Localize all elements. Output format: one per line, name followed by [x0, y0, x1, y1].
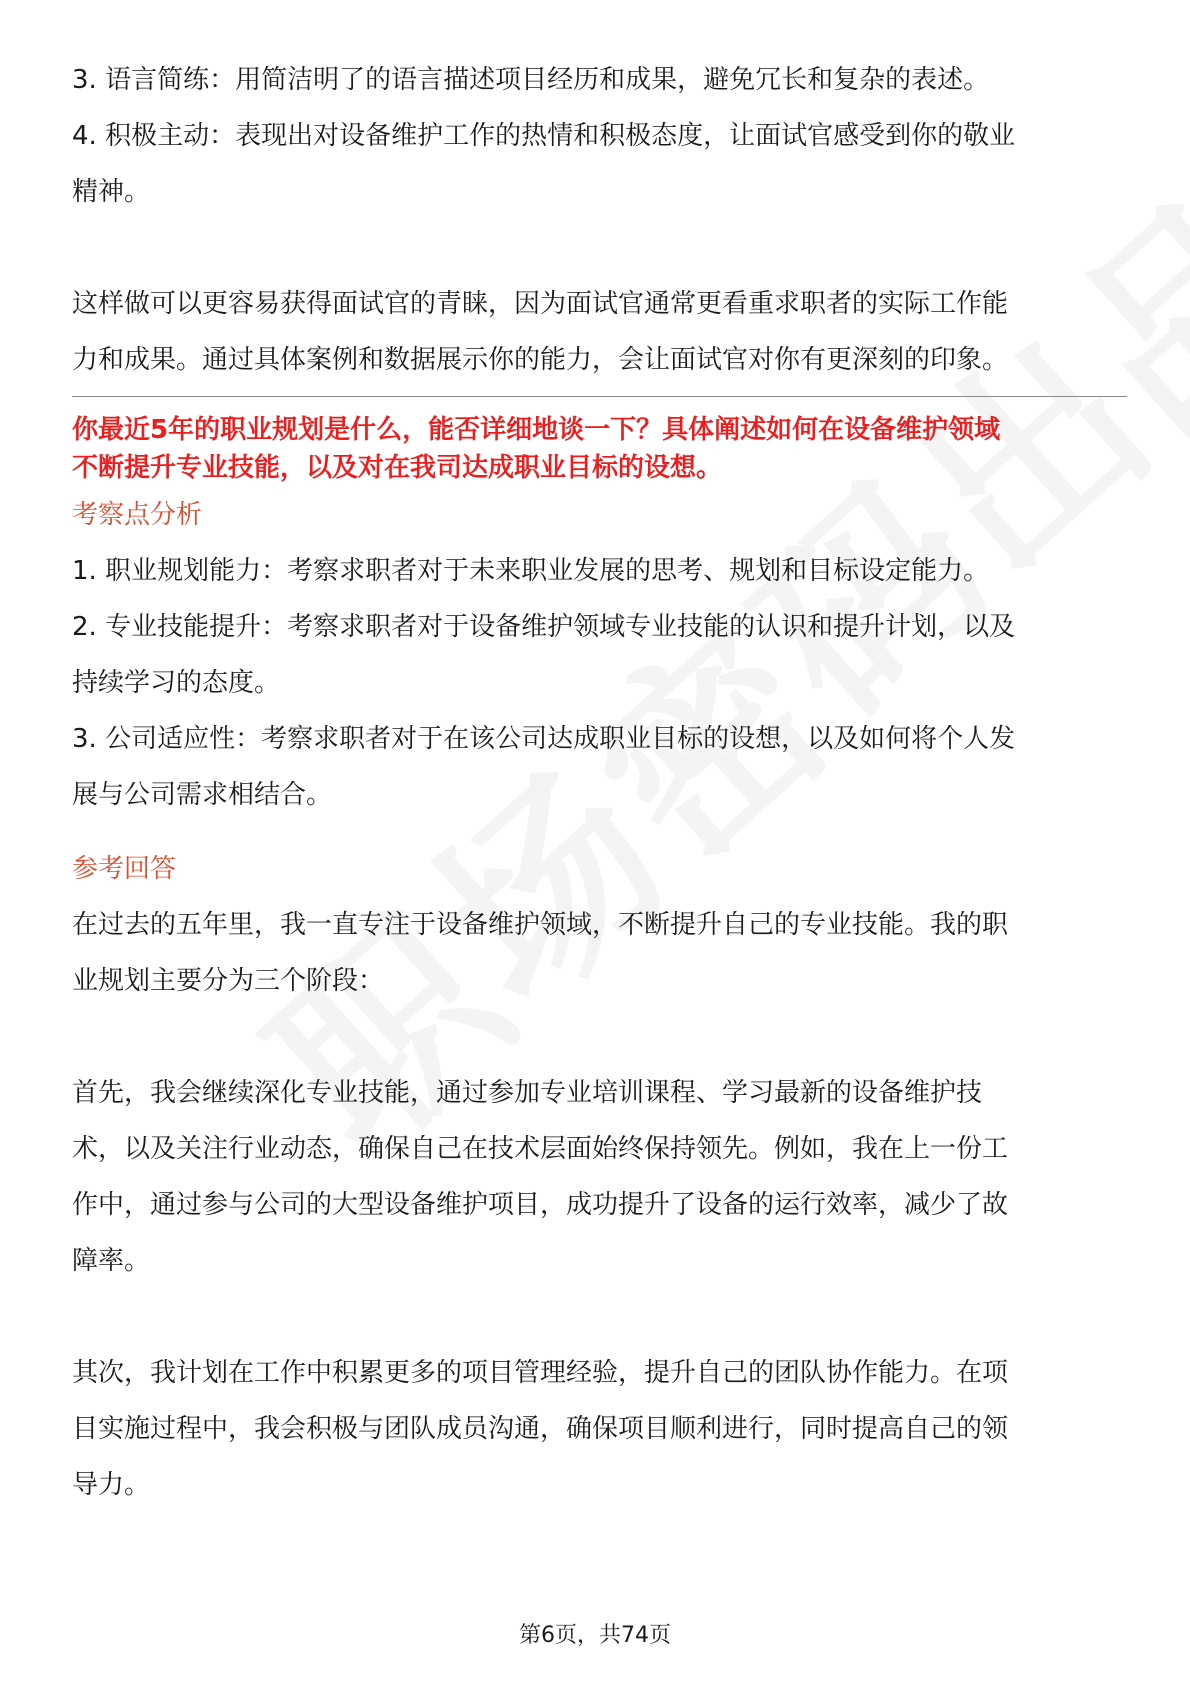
list-item: 4. 积极主动：表现出对设备维护工作的热情和积极态度，让面试官感受到你的敬业 [72, 121, 1016, 151]
page-content [72, 52, 1127, 1513]
list-item: 3. 公司适应性：考察求职者对于在该公司达成职业目标的设想，以及如何将个人发 [72, 724, 1016, 754]
paragraph-line: 力和成果。通过具体案例和数据展示你的能力，会让面试官对你有更深刻的印象。 [72, 345, 1009, 375]
list-item-continuation: 展与公司需求相结合。 [72, 780, 333, 810]
paragraph-line: 导力。 [72, 1470, 151, 1500]
answer-second-paragraph [72, 1345, 1127, 1513]
list-item-continuation: 持续学习的态度。 [72, 668, 281, 698]
answer-first-paragraph [72, 1065, 1127, 1289]
list-item: 1. 职业规划能力：考察求职者对于未来职业发展的思考、规划和目标设定能力。 [72, 556, 990, 586]
page-number: 第6页，共74页 [519, 1623, 671, 1648]
question-line: 不断提升专业技能，以及对在我司达成职业目标的设想。 [72, 453, 723, 483]
paragraph-line: 在过去的五年里，我一直专注于设备维护领域，不断提升自己的专业技能。我的职 [72, 910, 1009, 940]
list-item: 3. 语言简练：用简洁明了的语言描述项目经历和成果，避免冗长和复杂的表述。 [72, 65, 990, 95]
answer-heading: 参考回答 [72, 854, 177, 884]
summary-paragraph [72, 276, 1127, 388]
paragraph-line: 术，以及关注行业动态，确保自己在技术层面始终保持领先。例如，我在上一份工 [72, 1134, 1009, 1164]
interview-question [72, 411, 1127, 487]
paragraph-line: 障率。 [72, 1246, 151, 1276]
analysis-list [72, 543, 1127, 823]
list-item-continuation: 精神。 [72, 177, 151, 207]
paragraph-line: 其次，我计划在工作中积累更多的项目管理经验，提升自己的团队协作能力。在项 [72, 1358, 1009, 1388]
question-line: 你最近5年的职业规划是什么，能否详细地谈一下？具体阐述如何在设备维护领域 [72, 415, 1001, 445]
paragraph-line: 业规划主要分为三个阶段： [72, 966, 385, 996]
answer-intro-paragraph [72, 897, 1127, 1009]
paragraph-line: 作中，通过参与公司的大型设备维护项目，成功提升了设备的运行效率，减少了故 [72, 1190, 1009, 1220]
paragraph-line: 首先，我会继续深化专业技能，通过参加专业培训课程、学习最新的设备维护技 [72, 1078, 983, 1108]
paragraph-line: 这样做可以更容易获得面试官的青睐，因为面试官通常更看重求职者的实际工作能 [72, 289, 1009, 319]
list-item: 2. 专业技能提升：考察求职者对于设备维护领域专业技能的认识和提升计划，以及 [72, 612, 1016, 642]
section-divider [72, 396, 1127, 397]
paragraph-line: 目实施过程中，我会积极与团队成员沟通，确保项目顺利进行，同时提高自己的领 [72, 1414, 1009, 1444]
analysis-heading: 考察点分析 [72, 500, 203, 530]
tips-list [72, 52, 1127, 220]
